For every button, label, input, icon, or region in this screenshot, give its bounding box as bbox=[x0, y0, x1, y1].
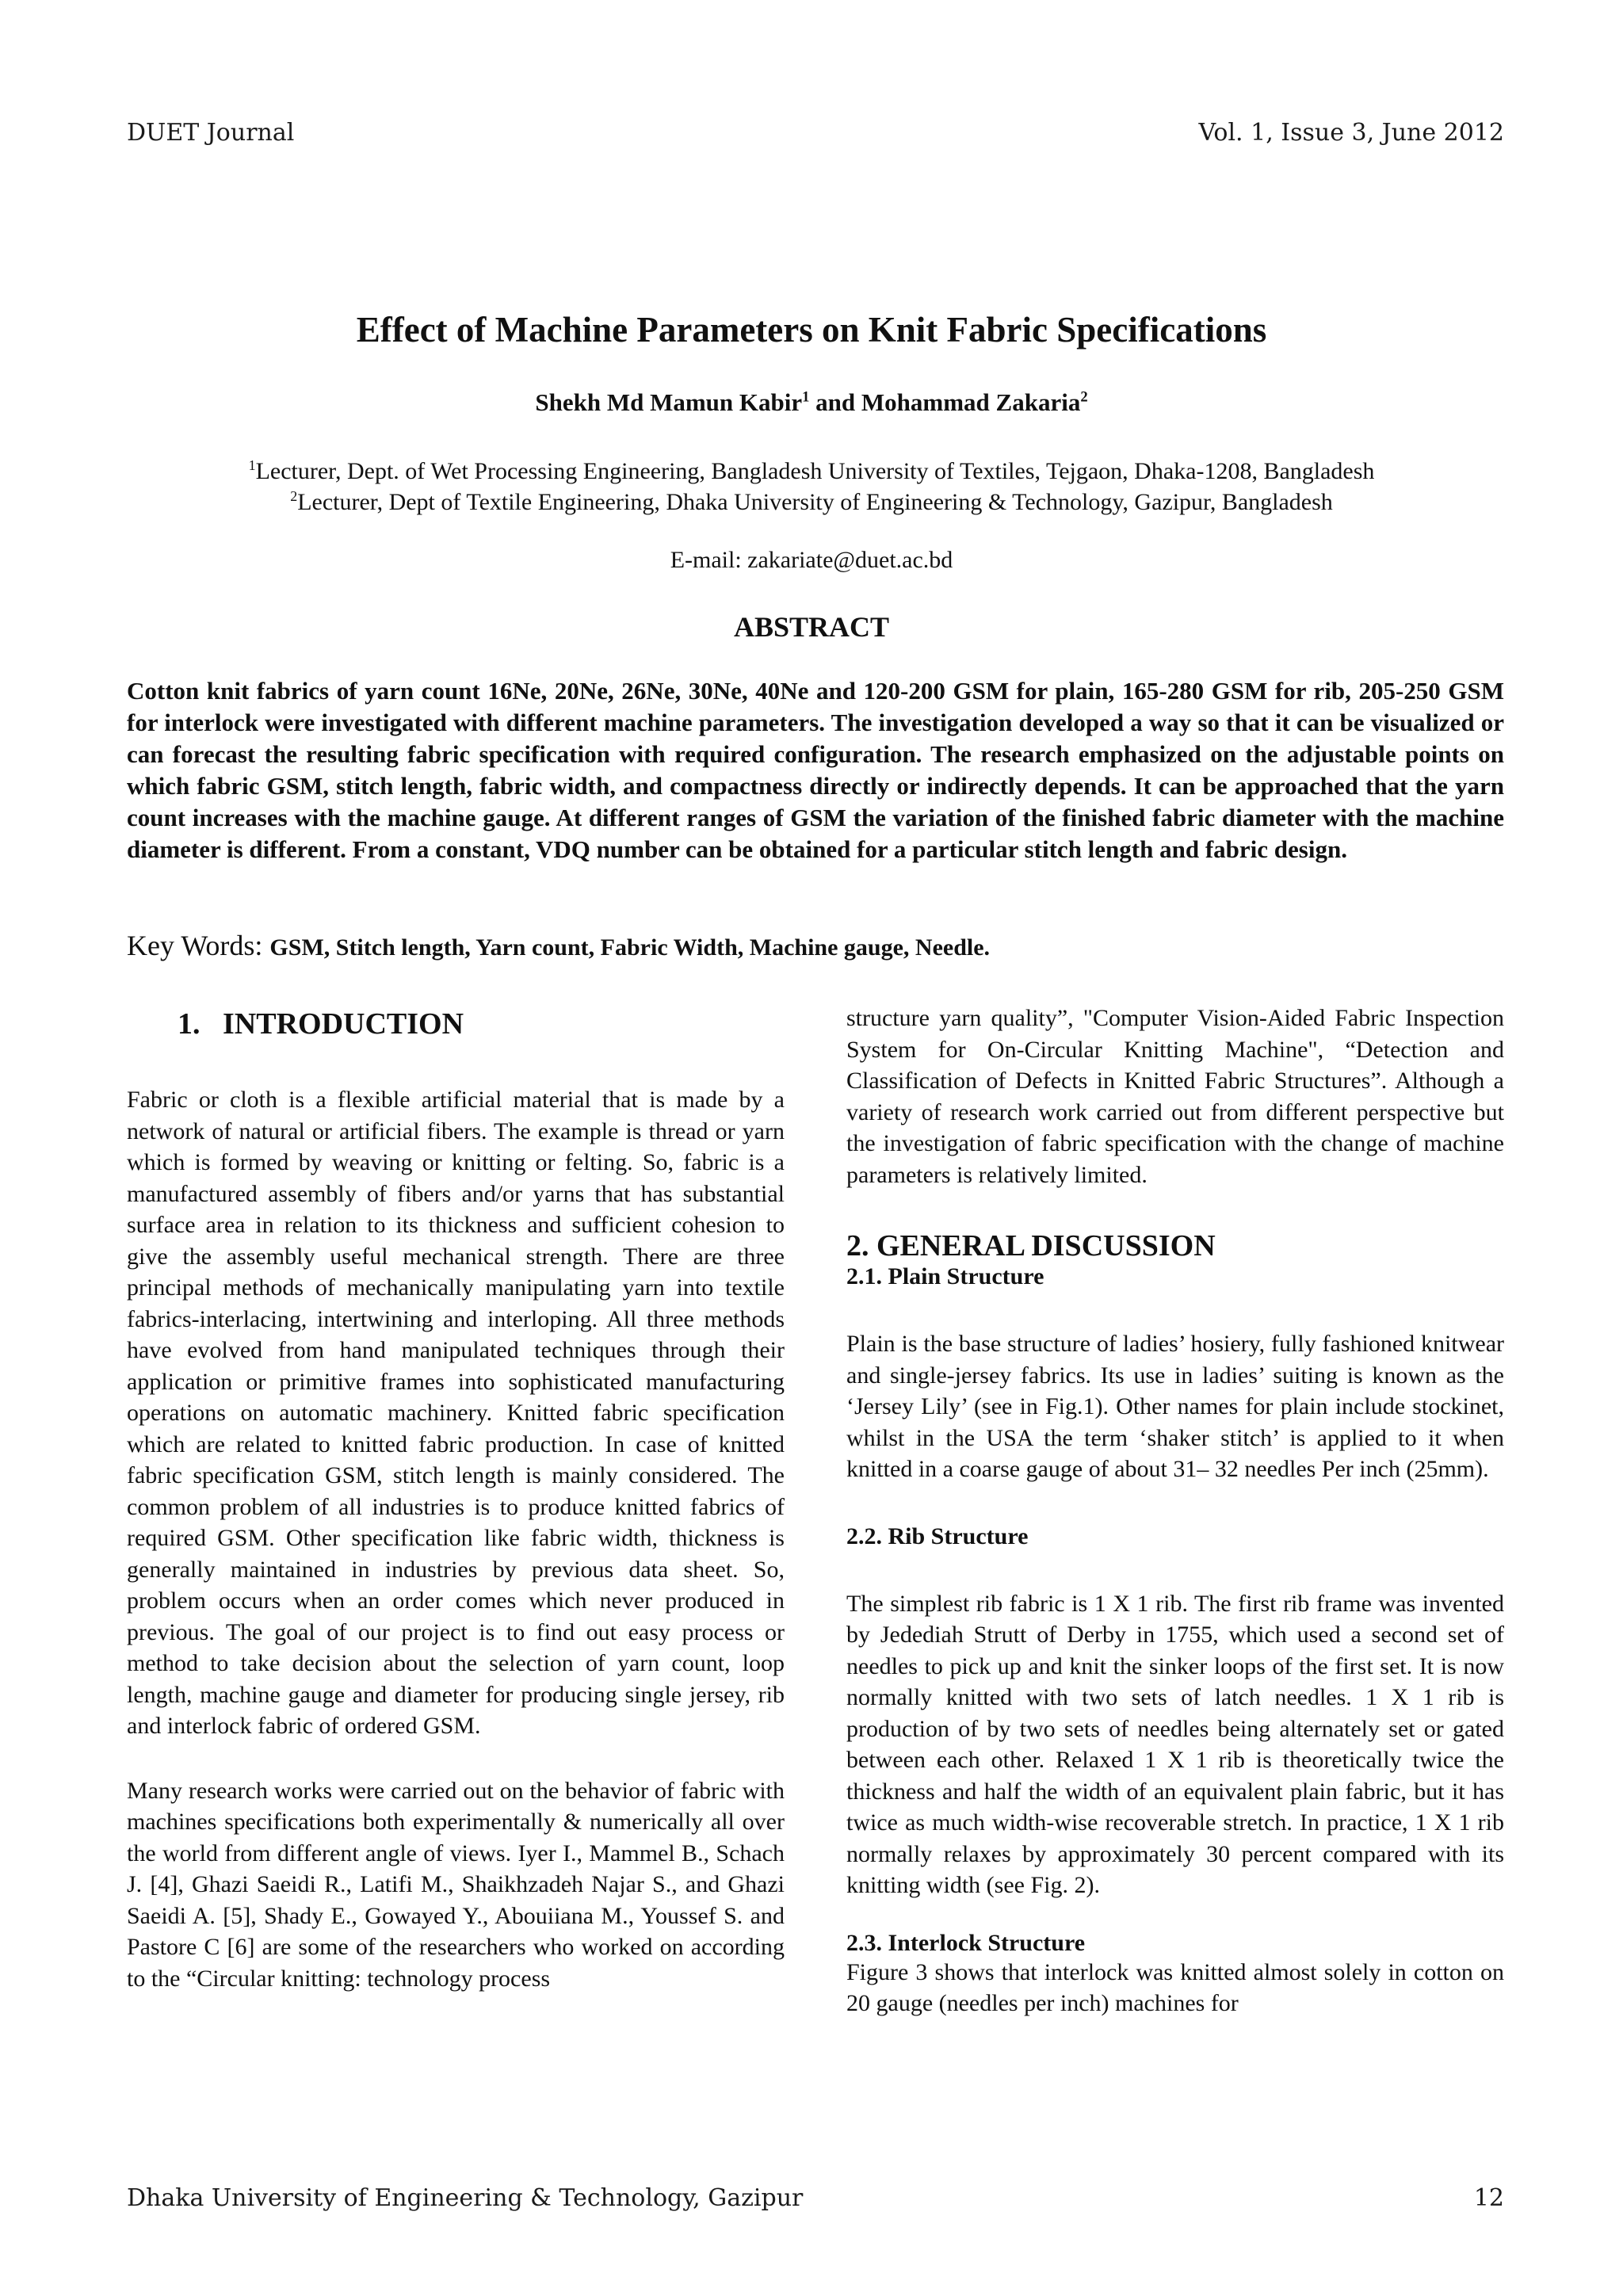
introduction-continuation: structure yarn quality”, "Computer Vision-Aided Fabric Inspection System for On-Circular Knitting Machine", “Detection and Classification of Defects in Knitted Fabric Structures”. Although a variety of research work carried out from different perspective but the investigation of fabric specification with the change of machine parameters is relatively limited. bbox=[846, 1005, 1504, 1188]
abstract-text: Cotton knit fabrics of yarn count 16Ne, 20Ne, 26Ne, 30Ne, 40Ne and 120-200 GSM for plain, 165-280 GSM for rib, 205-250 GSM for interlock were investigated with different machine parameters. The investigation developed a way so that it can be visualized or can forecast the resulting fabric specification with required configuration. The research emphasized on the adjustable points on which fabric GSM, stitch length, fabric width, and compactness directly or indirectly depends. It can be approached that the yarn count increases with the machine gauge. At different ranges of GSM the variation of the finished fabric diameter with the machine diameter is different. From a constant, VDQ number can be obtained for a particular stitch length and fabric design. bbox=[127, 677, 1504, 863]
keywords-list: GSM, Stitch length, Yarn count, Fabric Width, Machine gauge, Needle. bbox=[269, 934, 991, 961]
authors-line bbox=[0, 388, 1623, 417]
interlock-structure-heading: 2.3. Interlock Structure bbox=[846, 1929, 1086, 1956]
rib-structure-text: The simplest rib fabric is 1 X 1 rib. The first rib frame was invented by Jedediah Strutt of Derby in 1755, which used a second set of needles to pick up and knit the sinker loops of the first set. It is now normally knitted with two sets of latch needles. 1 X 1 rib is production of by two sets of needles being alternately set or gated between each other. Relaxed 1 X 1 rib is theoretically twice the thickness and half the width of an equivalent plain fabric, but it has twice as much width-wise recoverable stretch. In practice, 1 X 1 rib normally relaxes by approximately 30 percent compared with its knitting width (see Fig. 2). bbox=[846, 1590, 1504, 1898]
page-number: 12 bbox=[1473, 2184, 1504, 2212]
plain-structure-heading: 2.1. Plain Structure bbox=[846, 1263, 1044, 1289]
right-column bbox=[846, 1003, 1504, 2019]
contact-email: E-mail: zakariate@duet.ac.bd bbox=[670, 547, 953, 573]
affiliation-2-text: Lecturer, Dept of Textile Engineering, Dhaka University of Engineering & Technology, Gazipur, Bangladesh bbox=[297, 489, 1333, 515]
keywords-line bbox=[127, 929, 1504, 962]
affiliation-2-mark: 2 bbox=[290, 488, 298, 504]
introduction-heading: 1. INTRODUCTION bbox=[178, 1007, 464, 1041]
affiliation-1-text: Lecturer, Dept. of Wet Processing Engineering, Bangladesh University of Textiles, Tejgaon, Dhaka-1208, Bangladesh bbox=[255, 458, 1375, 484]
affiliations bbox=[0, 456, 1623, 518]
keywords-label: Key Words: bbox=[127, 930, 270, 961]
journal-volume: Vol. 1, Issue 3, June 2012 bbox=[1198, 119, 1504, 147]
rib-structure-heading: 2.2. Rib Structure bbox=[846, 1522, 1029, 1549]
affiliation-2 bbox=[0, 487, 1623, 518]
left-column bbox=[127, 1003, 785, 1994]
journal-name: DUET Journal bbox=[127, 119, 295, 147]
affiliation-1 bbox=[0, 456, 1623, 487]
interlock-structure-text: Figure 3 shows that interlock was knitted almost solely in cotton on 20 gauge (needles per inch) machines for bbox=[846, 1958, 1504, 2016]
footer-institution: Dhaka University of Engineering & Technology, Gazipur bbox=[127, 2184, 804, 2212]
author-2-affil-mark: 2 bbox=[1080, 388, 1088, 406]
plain-structure-text: Plain is the base structure of ladies’ hosiery, fully fashioned knitwear and single-jersey fabrics. Its use in ladies’ suiting is known as the ‘Jersey Lily’ (see in Fig.1). Other names for plain include stockinet, whilst in the USA the term ‘shaker stitch’ is applied to it when knitted in a coarse gauge of about 31– 32 needles Per inch (25mm). bbox=[846, 1331, 1504, 1482]
abstract-heading: ABSTRACT bbox=[733, 611, 890, 643]
author-1: Shekh Md Mamun Kabir bbox=[535, 388, 803, 416]
authors-conjunction: and bbox=[809, 388, 861, 416]
affiliation-1-mark: 1 bbox=[248, 457, 256, 473]
introduction-paragraph-2: Many research works were carried out on the behavior of fabric with machines specifications both experimentally & numerically all over the world from different angle of views. Iyer I., Mammel B., Schach J. [4], Ghazi Saeidi R., Latifi M., Shaikhzadeh Najar S., and Ghazi Saeidi A. [5], Shady E., Gowayed Y., Abouiiana M., Youssef S. and Pastore C [6] are some of the researchers who worked on according to the “Circular knitting: technology process bbox=[127, 1777, 785, 1992]
author-1-affil-mark: 1 bbox=[802, 388, 810, 406]
paper-title: Effect of Machine Parameters on Knit Fabric Specifications bbox=[356, 310, 1267, 350]
general-discussion-heading: 2. GENERAL DISCUSSION bbox=[846, 1229, 1216, 1263]
author-2: Mohammad Zakaria bbox=[861, 388, 1081, 416]
introduction-paragraph-1: Fabric or cloth is a flexible artificial material that is made by a network of natural or artificial fibers. The example is thread or yarn which is formed by weaving or knitting or felting. So, fabric is a manufactured assembly of fibers and/or yarns that has substantial surface area in relation to its thickness and sufficient cohesion to give the assembly useful mechanical strength. There are three principal methods of mechanically manipulating yarn into textile fabrics-interlacing, intertwining and interloping. All three methods have evolved from hand manipulated techniques through their application or primitive frames into sophisticated manufacturing operations on automatic machinery. Knitted fabric specification which are related to knitted fabric production. In case of knitted fabric specification GSM, stitch length is mainly considered. The common problem of all industries is to produce knitted fabrics of required GSM. Other specification like fabric width, thickness is generally maintained in industries by previous data sheet. So, problem occurs when an order comes which never produced in previous. The goal of our project is to find out easy process or method to take decision about the selection of yarn count, loop length, machine gauge and diameter for producing single jersey, rib and interlock fabric of ordered GSM. bbox=[127, 1087, 785, 1739]
